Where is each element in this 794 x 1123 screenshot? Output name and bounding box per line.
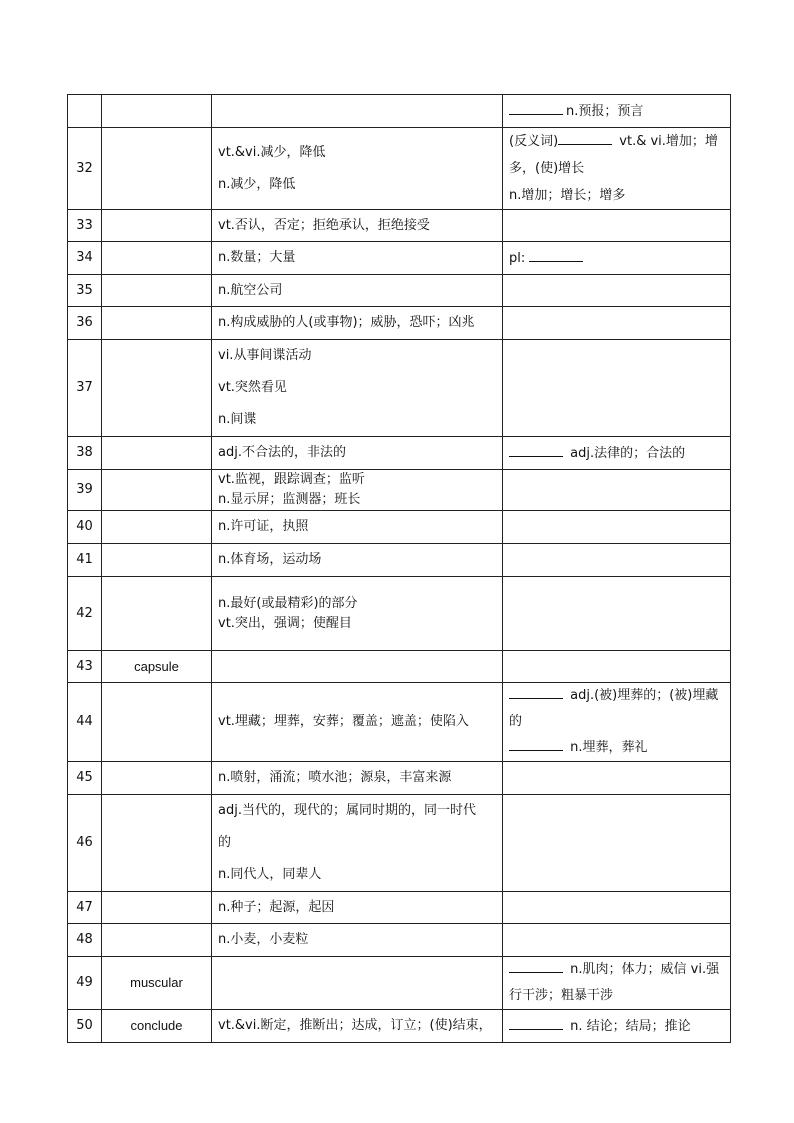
related-forms-cell	[503, 1010, 731, 1043]
word-cell	[102, 242, 212, 275]
meaning-cell	[212, 651, 503, 683]
related-text: vt.& vi.增加；增	[615, 134, 718, 149]
table-row	[68, 544, 731, 577]
meaning-cell	[212, 544, 503, 577]
related-forms-cell	[503, 210, 731, 242]
meaning-line: adj.不合法的，非法的	[218, 445, 346, 460]
meaning-line: n.构成威胁的人(或事物)；威胁，恐吓；凶兆	[218, 315, 475, 330]
related-forms-cell	[503, 340, 731, 437]
word-cell	[102, 683, 212, 762]
row-number: 46	[68, 795, 102, 892]
word-cell	[102, 95, 212, 128]
related-text: 行干涉；粗暴干涉	[509, 988, 614, 1003]
meaning-cell	[212, 577, 503, 651]
row-number: 35	[68, 275, 102, 307]
related-forms-cell	[503, 544, 731, 577]
related-form-line	[509, 182, 724, 209]
row-number: 43	[68, 651, 102, 683]
meaning-line: n.喷射，涌流；喷水池；源泉，丰富来源	[218, 770, 452, 785]
meaning-line: 的	[218, 835, 232, 850]
table-row	[68, 470, 731, 511]
row-number: 33	[68, 210, 102, 242]
meaning-cell	[212, 307, 503, 340]
row-number: 37	[68, 340, 102, 437]
answer-blank[interactable]	[509, 959, 563, 973]
meaning-cell	[212, 437, 503, 470]
row-number: 44	[68, 683, 102, 762]
vocabulary-table	[67, 94, 731, 1043]
related-forms-cell	[503, 437, 731, 470]
word-cell	[102, 892, 212, 924]
meaning-cell	[212, 1010, 503, 1043]
table-row	[68, 210, 731, 242]
meaning-line: vt.&vi.减少，降低	[218, 144, 326, 160]
table-row	[68, 128, 731, 210]
row-number: 39	[68, 470, 102, 511]
table-row	[68, 651, 731, 683]
word-cell	[102, 128, 212, 210]
related-forms-cell	[503, 242, 731, 275]
related-form-line	[509, 155, 724, 182]
related-text: 多，(使)增长	[509, 161, 585, 176]
word-cell	[102, 275, 212, 307]
row-number	[68, 95, 102, 128]
word-cell: conclude	[102, 1010, 212, 1043]
related-forms-cell	[503, 795, 731, 892]
answer-blank[interactable]	[558, 131, 612, 145]
meaning-line: n.体育场，运动场	[218, 552, 322, 567]
meaning-line: n.显示屏；监测器；班长	[218, 492, 361, 507]
answer-blank[interactable]	[509, 685, 563, 699]
table-row	[68, 892, 731, 924]
meaning-line: vt.突出，强调；使醒目	[218, 615, 352, 631]
word-cell	[102, 470, 212, 511]
word-cell	[102, 307, 212, 340]
word-cell	[102, 795, 212, 892]
related-prefix: (反义词)	[509, 134, 559, 149]
meaning-cell	[212, 924, 503, 957]
related-form-line	[509, 443, 724, 464]
related-forms-cell	[503, 511, 731, 544]
meaning-cell	[212, 470, 503, 511]
table-row	[68, 924, 731, 957]
table-row	[68, 957, 731, 1010]
related-prefix: pl:	[509, 250, 530, 266]
related-text: n.埋葬，葬礼	[566, 740, 648, 755]
meaning-line: n.最好(或最精彩)的部分	[218, 595, 358, 611]
related-forms-cell	[503, 651, 731, 683]
related-text: n. 结论；结局；推论	[566, 1018, 691, 1034]
table-row	[68, 577, 731, 651]
related-text: n.预报；预言	[566, 103, 644, 119]
meaning-line: n.减少，降低	[218, 176, 296, 192]
related-forms-cell	[503, 275, 731, 307]
meaning-line: vi.从事间谍活动	[218, 348, 312, 363]
meaning-cell	[212, 95, 503, 128]
meaning-cell	[212, 892, 503, 924]
meaning-line: n.小麦，小麦粒	[218, 932, 309, 947]
meaning-cell	[212, 957, 503, 1010]
table-row	[68, 242, 731, 275]
table-row	[68, 275, 731, 307]
meaning-line: n.同代人，同辈人	[218, 867, 322, 882]
word-cell	[102, 577, 212, 651]
vocabulary-table-body	[68, 95, 731, 1043]
meaning-cell	[212, 762, 503, 795]
table-row	[68, 1010, 731, 1043]
word-cell	[102, 762, 212, 795]
row-number: 41	[68, 544, 102, 577]
related-text: n.肌肉；体力；威信 vi.强	[566, 962, 720, 977]
meaning-line: vt.&vi.断定，推断出；达成，订立；(使)结束，	[218, 1018, 492, 1033]
table-row	[68, 683, 731, 762]
row-number: 32	[68, 128, 102, 210]
word-cell	[102, 511, 212, 544]
related-form-line	[509, 248, 724, 269]
row-number: 36	[68, 307, 102, 340]
related-form-line	[509, 983, 724, 1009]
related-forms-cell	[503, 470, 731, 511]
meaning-line: n.数量；大量	[218, 250, 296, 265]
row-number: 40	[68, 511, 102, 544]
meaning-cell	[212, 275, 503, 307]
answer-blank[interactable]	[509, 1016, 563, 1030]
related-form-line	[509, 128, 724, 155]
meaning-line: n.种子；起源，起因	[218, 899, 335, 915]
meaning-line: adj.当代的，现代的；属同时期的，同一时代	[218, 803, 476, 818]
row-number: 38	[68, 437, 102, 470]
related-forms-cell	[503, 95, 731, 128]
row-number: 48	[68, 924, 102, 957]
related-forms-cell	[503, 957, 731, 1010]
related-forms-cell	[503, 128, 731, 210]
related-form-line	[509, 735, 724, 761]
word-cell: muscular	[102, 957, 212, 1010]
related-forms-cell	[503, 924, 731, 957]
meaning-line: n.间谍	[218, 412, 257, 427]
word-cell	[102, 437, 212, 470]
meaning-line: vt.否认，否定；拒绝承认，拒绝接受	[218, 217, 430, 233]
related-forms-cell	[503, 892, 731, 924]
related-text: adj.(被)埋葬的；(被)埋藏的	[509, 688, 719, 729]
related-form-line	[509, 957, 724, 983]
related-form-line	[509, 101, 724, 122]
word-cell	[102, 924, 212, 957]
table-row	[68, 511, 731, 544]
answer-blank[interactable]	[529, 248, 583, 262]
answer-blank[interactable]	[509, 737, 563, 751]
word-cell: capsule	[102, 651, 212, 683]
related-forms-cell	[503, 577, 731, 651]
meaning-cell	[212, 795, 503, 892]
answer-blank[interactable]	[509, 443, 563, 457]
meaning-cell	[212, 128, 503, 210]
row-number: 50	[68, 1010, 102, 1043]
meaning-line: n.许可证，执照	[218, 519, 309, 534]
row-number: 42	[68, 577, 102, 651]
table-row	[68, 762, 731, 795]
word-cell	[102, 340, 212, 437]
related-text: n.增加；增长；增多	[509, 188, 626, 203]
meaning-cell	[212, 210, 503, 242]
table-row	[68, 95, 731, 128]
meaning-line: vt.埋藏；埋葬，安葬；覆盖；遮盖；使陷入	[218, 714, 469, 729]
word-cell	[102, 544, 212, 577]
related-forms-cell	[503, 307, 731, 340]
answer-blank[interactable]	[509, 101, 563, 115]
row-number: 49	[68, 957, 102, 1010]
table-row	[68, 795, 731, 892]
meaning-line: vt.监视，跟踪调查；监听	[218, 472, 365, 487]
table-row	[68, 340, 731, 437]
meaning-line: n.航空公司	[218, 282, 283, 298]
related-text: adj.法律的；合法的	[566, 445, 686, 461]
row-number: 47	[68, 892, 102, 924]
related-forms-cell	[503, 762, 731, 795]
related-form-line	[509, 683, 724, 735]
related-forms-cell	[503, 683, 731, 762]
table-row	[68, 437, 731, 470]
meaning-cell	[212, 242, 503, 275]
meaning-line: vt.突然看见	[218, 380, 287, 395]
meaning-cell	[212, 511, 503, 544]
row-number: 45	[68, 762, 102, 795]
meaning-cell	[212, 683, 503, 762]
row-number: 34	[68, 242, 102, 275]
word-cell	[102, 210, 212, 242]
related-form-line	[509, 1016, 724, 1037]
meaning-cell	[212, 340, 503, 437]
table-row	[68, 307, 731, 340]
